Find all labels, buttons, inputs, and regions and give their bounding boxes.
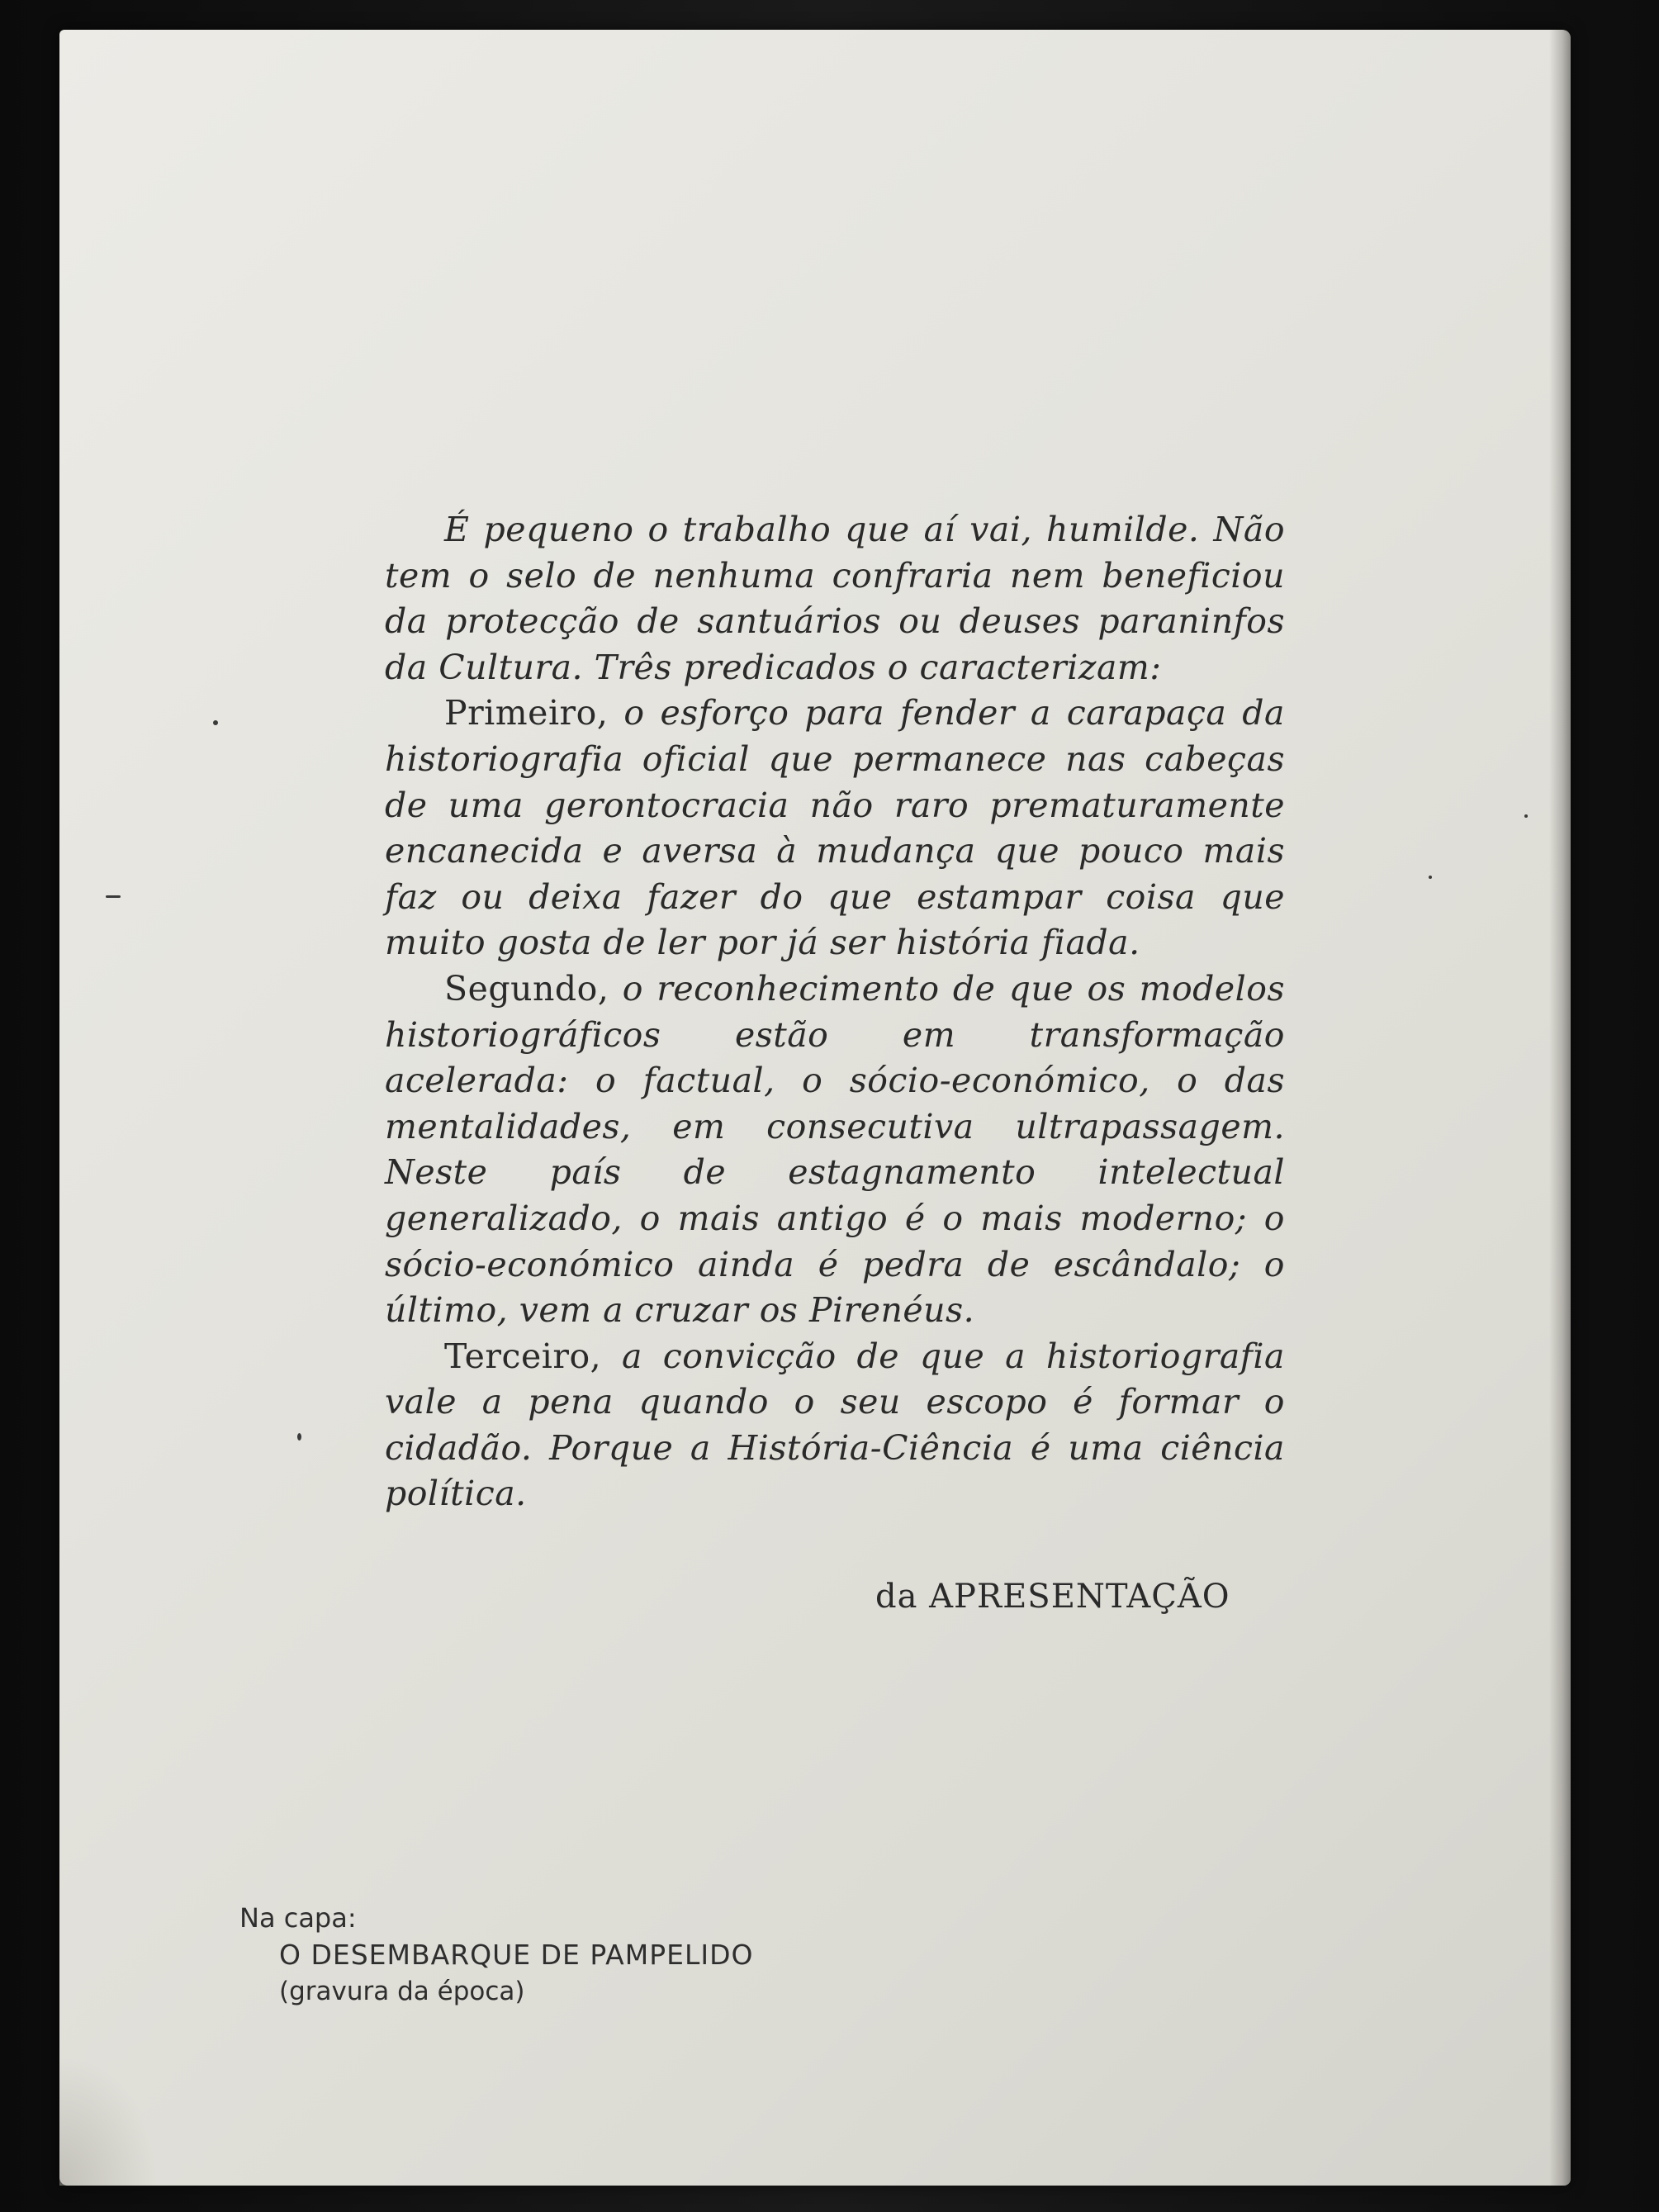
blurb-text: [385, 507, 1285, 1517]
paper-speck: [1524, 814, 1528, 818]
cover-note-title: O DESEMBARQUE DE PAMPELIDO: [279, 1939, 754, 1971]
paper-speck: [213, 720, 218, 725]
blurb-paragraph: [385, 966, 1285, 1334]
paragraph-body: o reconhecimento de que os modelos historiográficos estão em transformação acelerada: o factual, o sócio-económico, o das mentalidades, em consecutiva ultrapassagem. Neste país de estagnamento intelectual generalizado, o mais antigo é o mais moderno; o sócio-económico ainda é pedra de escândalo; o último, vem a cruzar os Pirenéus.: [385, 968, 1285, 1331]
paper-speck: [297, 1433, 301, 1441]
paragraph-body: o esforço para fender a carapaça da historiografia oficial que permanece nas cabeças de uma gerontocracia não raro prematuramente encanecida e aversa à mudança que pouco mais faz ou deixa fazer do que estampar coisa que muito gosta de ler por já ser história fiada.: [385, 693, 1285, 963]
paragraph-body: a convicção de que a historiografia vale a pena quando o seu escopo é formar o cidadão. Porque a História-Ciência é uma ciência política.: [385, 1336, 1285, 1514]
paragraph-body: É pequeno o trabalho que aí vai, humilde. Não tem o selo de nenhuma confraria nem beneficiou da protecção de santuários ou deuses paraninfos da Cultura. Três predicados o caracterizam:: [385, 510, 1285, 687]
cover-note-label: Na capa:: [239, 1902, 357, 1934]
cover-note-subtitle: (gravura da época): [279, 1977, 525, 2006]
paper-speck: [106, 895, 121, 898]
cover-note: [239, 1900, 753, 2009]
paragraph-lead: Terceiro,: [444, 1336, 602, 1376]
cover-edge-wear: [1549, 30, 1571, 2186]
blurb-paragraph: [385, 507, 1285, 691]
paragraph-lead: Primeiro,: [444, 693, 609, 733]
paper-speck: [1429, 876, 1432, 879]
source-credit: da APRESENTAÇÃO: [875, 1578, 1230, 1616]
paragraph-lead: Segundo,: [444, 968, 609, 1009]
blurb-paragraph: [385, 691, 1285, 966]
cover-corner-wear: [59, 2053, 159, 2186]
blurb-paragraph: [385, 1334, 1285, 1517]
